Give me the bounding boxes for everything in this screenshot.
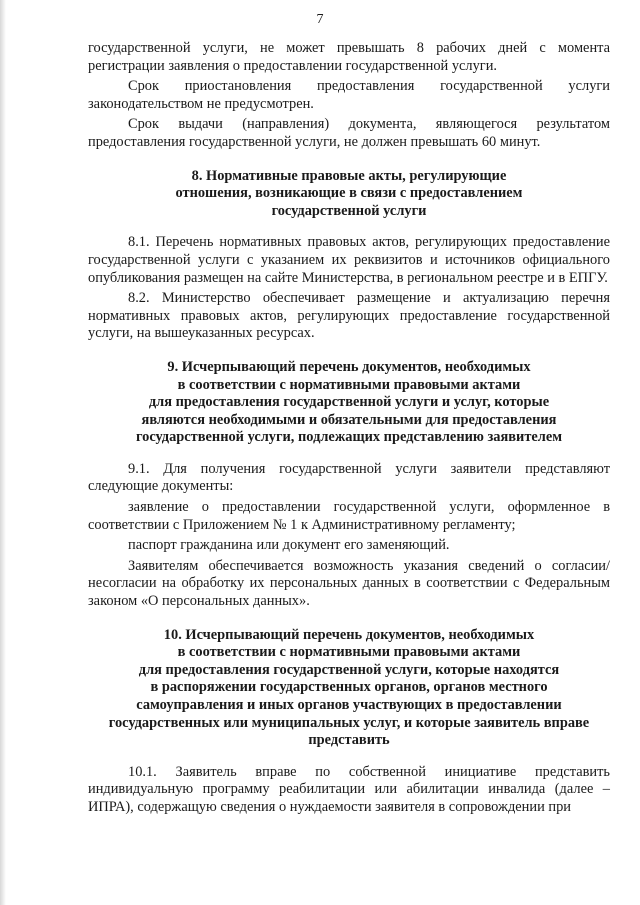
section-10-heading: [88, 627, 610, 750]
section-10-heading-line: государственных или муниципальных услуг, и которые заявитель вправе: [108, 714, 590, 731]
section-10-heading-line: для предоставления государственной услуги, которые находятся: [138, 661, 560, 678]
paragraph-9-application: заявление о предоставлении государственной услуги, оформленное в соответствии с Приложением № 1 к Административному регламенту;: [88, 499, 610, 533]
section-9-heading-line: в соответствии с нормативными правовыми актами: [177, 376, 521, 393]
section-8-heading-line: отношения, возникающие в связи с предоставлением: [175, 185, 523, 202]
paragraph-intro-1: государственной услуги, не может превышать 8 рабочих дней с момента регистрации заявления о предоставлении государственной услуги.: [88, 40, 610, 74]
paragraph-intro-2: Срок приостановления предоставления государственной услуги законодательством не предусмотрен.: [88, 78, 610, 112]
section-9-heading-line: являются необходимыми и обязательными для предоставления: [141, 411, 557, 428]
document-body: [88, 40, 610, 820]
paragraph-8-1: 8.1. Перечень нормативных правовых актов, регулирующих предоставление государственной услуги с указанием их реквизитов и источников официального опубликования размещен на сайте Министерства, в региональном реестре и в ЕПГУ.: [88, 234, 610, 286]
section-9-heading-line: для предоставления государственной услуги и услуг, которые: [148, 394, 550, 411]
paragraph-9-consent: Заявителям обеспечивается возможность указания сведений о согласии/несогласии на обработку их персональных данных в соответствии с Федеральным законом «О персональных данных».: [88, 557, 610, 610]
section-10-heading-line: в соответствии с нормативными правовыми актами: [177, 644, 521, 661]
section-10-heading-line: в распоряжении государственных органов, органов местного: [150, 679, 548, 696]
paragraph-9-1: 9.1. Для получения государственной услуги заявители представляют следующие документы:: [88, 460, 610, 495]
section-9-heading: [88, 359, 610, 447]
paragraph-9-passport: паспорт гражданина или документ его заменяющий.: [128, 537, 450, 554]
section-9-heading-line: 9. Исчерпывающий перечень документов, необходимых: [167, 358, 531, 375]
section-10-heading-line: 10. Исчерпывающий перечень документов, необходимых: [163, 626, 535, 643]
page-number: 7: [316, 12, 324, 27]
section-9-heading-line: государственной услуги, подлежащих представлению заявителем: [135, 429, 563, 446]
section-10-heading-line: самоуправления и иных органов участвующих в предоставлении: [136, 697, 562, 713]
paragraph-intro-3: Срок выдачи (направления) документа, являющегося результатом предоставления государственной услуги, не должен превышать 60 минут.: [88, 116, 610, 150]
section-8-heading-line: 8. Нормативные правовые акты, регулирующие: [191, 167, 507, 184]
scan-edge-shadow: [0, 0, 6, 905]
section-8-heading: [88, 168, 610, 221]
section-8-heading-line: государственной услуги: [271, 202, 427, 219]
section-10-heading-line: представить: [308, 732, 390, 749]
paragraph-8-2: 8.2. Министерство обеспечивает размещение и актуализацию перечня нормативных правовых актов, регулирующих предоставление государственной услуги, на вышеуказанных ресурсах.: [88, 290, 610, 342]
paragraph-10-1: 10.1. Заявитель вправе по собственной инициативе представить индивидуальную программу реабилитации или абилитации инвалида (далее – ИПРА), содержащую сведения о нуждаемости заявителя в сопровождении при: [88, 763, 610, 815]
